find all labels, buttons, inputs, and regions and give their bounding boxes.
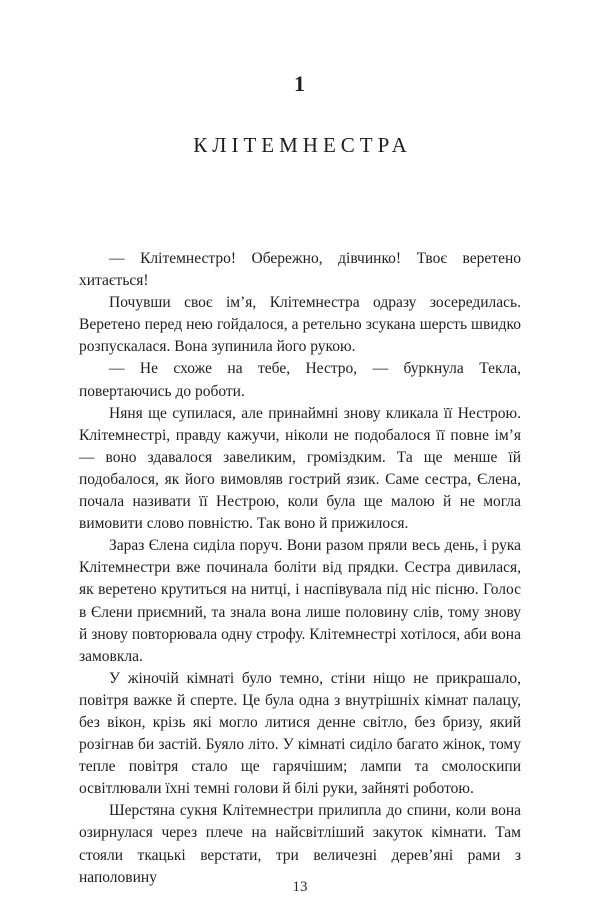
chapter-header: [79, 70, 521, 158]
chapter-number: 1: [294, 71, 306, 96]
paragraph: Шерстяна сукня Клітемнестри прилипла до спини, коли вона озирнулася через плече на найсвітліший закуток кімнати. Там стояли ткацькі верстати, три величезні дерев’яні рами з наполовину: [79, 802, 521, 886]
page-number: 13: [292, 879, 308, 895]
paragraph: Почувши своє ім’я, Клітемнестра одразу зосередилась. Веретено перед нею гойдалося, а ретельно зсукана шерсть швидко розпускалася. Вона зупинила його рукою.: [79, 294, 521, 356]
paragraph: Зараз Єлена сиділа поруч. Вони разом пряли весь день, і рука Клітемнестри вже починала боліти від прядки. Сестра дивилася, як веретено крутиться на нитці, і наспівувала під ніс пісню. Голос в Єлени приємний, та знала вона лише половину слів, тому знову й знову повторювала одну строфу. Клітемнестрі хотілося, аби вона замовкла.: [79, 537, 521, 665]
paragraph: У жіночій кімнаті було темно, стіни ніщо не прикрашало, повітря важке й сперте. Це була одна з внутрішніх кімнат палацу, без вікон, крізь які могло литися денне світло, без бризу, який розігнав би застій. Буяло літо. У кімнаті сиділо багато жінок, тому тепле повітря стало ще гарячішим; лампи та смолоскипи освітлювали їхні темні голови й білі руки, зайняті роботою.: [79, 669, 521, 798]
body-text: [79, 248, 521, 889]
page-footer: [0, 878, 600, 896]
paragraph: — Клітемнестро! Обережно, дівчинко! Твоє веретено хитається!: [79, 250, 521, 290]
chapter-title: КЛІТЕМНЕСТРА: [193, 133, 412, 157]
paragraph: — Не схоже на тебе, Нестро, — буркнула Текла, повертаючись до роботи.: [79, 360, 521, 400]
paragraph: Няня ще супилася, але принаймні знову кликала її Нестрою. Клітемнестрі, правду кажучи, ніколи не подобалося її повне ім’я — воно здавалося завеликим, громіздким. Та ще менше їй подобалося, як його вимовляв гострий язик. Саме сестра, Єлена, почала називати її Нестрою, коли була ще малою й не могла вимовити слово повністю. Так воно й прижилося.: [79, 404, 521, 533]
